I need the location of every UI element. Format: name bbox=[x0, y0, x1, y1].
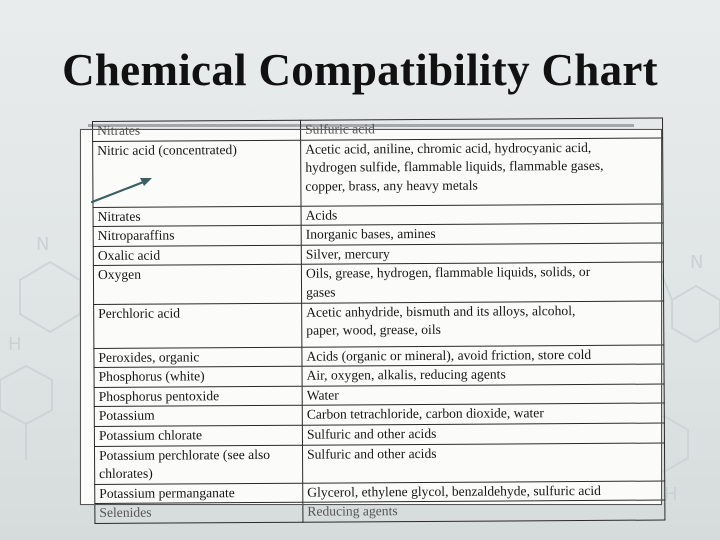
chemical-cell: Potassium bbox=[94, 406, 302, 427]
incompatible-cell: Glycerol, ethylene glycol, benzaldehyde, sulfuric acid bbox=[303, 481, 665, 503]
svg-text:N: N bbox=[36, 234, 50, 255]
svg-text:N: N bbox=[690, 252, 704, 273]
chemical-cell: Selenides bbox=[95, 503, 303, 524]
incompatible-cell: Acetic acid, aniline, chromic acid, hydrocyanic acid, hydrogen sulfide, flammable liquids, flammable gases, copper, brass, any heavy metals bbox=[301, 138, 663, 206]
chemical-cell: Nitroparaffins bbox=[93, 225, 301, 246]
incompatible-cell: Acids bbox=[301, 204, 663, 226]
incompatible-cell: Carbon tetrachloride, carbon dioxide, water bbox=[302, 403, 664, 425]
incompatible-cell: Inorganic bases, amines bbox=[301, 223, 663, 245]
incompatible-cell: Water bbox=[302, 384, 664, 406]
chemical-cell: Potassium chlorate bbox=[94, 425, 302, 446]
chemical-cell: Peroxides, organic bbox=[94, 347, 302, 368]
incompatible-cell: Air, oxygen, alkalis, reducing agents bbox=[302, 364, 664, 386]
chemical-cell: Nitrates bbox=[93, 120, 301, 141]
chemical-cell: Phosphorus (white) bbox=[94, 366, 302, 387]
chemical-cell: Oxalic acid bbox=[93, 245, 301, 266]
chemical-cell: Phosphorus pentoxide bbox=[94, 386, 302, 407]
svg-text:H: H bbox=[664, 484, 678, 505]
chemical-cell: Potassium perchlorate (see also chlorates) bbox=[94, 445, 302, 484]
incompatible-cell: Sulfuric and other acids bbox=[302, 443, 664, 483]
svg-text:H: H bbox=[8, 334, 22, 355]
chemical-cell: Potassium permanganate bbox=[95, 483, 303, 504]
incompatible-cell: Acetic anhydride, bismuth and its alloys, alcohol, paper, wood, grease, oils bbox=[302, 301, 664, 347]
incompatible-cell: Silver, mercury bbox=[301, 243, 663, 265]
incompatible-cell: Sulfuric and other acids bbox=[302, 423, 664, 445]
incompatible-cell: Sulfuric acid bbox=[300, 118, 662, 140]
chemical-cell: Perchloric acid bbox=[94, 303, 302, 348]
chemical-cell: Nitrates bbox=[93, 206, 301, 227]
scanned-chart-image bbox=[80, 121, 662, 521]
slide-title: Chemical Compatibility Chart bbox=[62, 45, 658, 95]
chemical-cell: Oxygen bbox=[93, 265, 301, 304]
incompatible-cell: Oils, grease, hydrogen, flammable liquids, solids, or gases bbox=[301, 262, 663, 302]
scan-border bbox=[80, 129, 662, 505]
chemical-cell: Nitric acid (concentrated) bbox=[93, 140, 301, 207]
incompatible-cell: Acids (organic or mineral), avoid friction, store cold bbox=[302, 345, 664, 367]
incompatible-cell: Reducing agents bbox=[303, 500, 665, 522]
